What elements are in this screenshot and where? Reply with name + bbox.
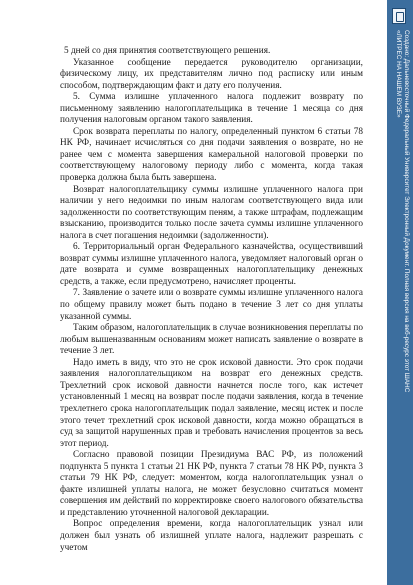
- paragraph: 5. Сумма излишне уплаченного налога подлежит возврату по письменному заявлению налогоплательщика в течение 1 месяца со дня получения налоговым органом такого заявления.: [60, 92, 363, 126]
- paragraph: 6. Территориальный орган Федерального казначейства, осуществивший возврат суммы излишне уплаченного налога, уведомляет налоговый орган о дате возврата и сумме возвращенных налогоплательщику денежных средств, а также, если предусмотрено, начисляет проценты.: [60, 242, 363, 287]
- paragraph: Указанное сообщение передается руководителю организации, физическому лицу, их представителям лично под расписку или иным способом, подтверждающим факт и дату его получения.: [60, 57, 363, 91]
- sidebar-text-line: «ЛИТРЕС НА НАШЕМ ВУЗЕ»: [395, 30, 402, 118]
- sidebar-watermark-text: [390, 30, 410, 575]
- paragraph: Надо иметь в виду, что это не срок исковой давности. Это срок подачи заявления налогоплательщиком на возврат его денежных средств. Трехлетний срок исковой давности начнется после того, как истечет установленный 1 месяц на возврат после подачи заявления, когда в течение трехлетнего срока налогоплательщик подал заявление, месяц истек и после этого течет трехлетний срок исковой давности, когда можно обращаться в суд за защитой нарушенных прав и требовать начисления процентов за весь этот период.: [60, 357, 363, 449]
- paragraph: 7. Заявление о зачете или о возврате суммы излишне уплаченного налога по общему правилу может быть подано в течение 3 лет со дня уплаты указанной суммы.: [60, 288, 363, 322]
- paragraph: Возврат налогоплательщику суммы излишне уплаченного налога при наличии у него недоимки по иным налогам соответствующего вида или задолженности по соответствующим пеням, а также штрафам, подлежащим взысканию, производится только после зачета суммы излишне уплаченного налога в счет погашения недоимки (задолженности).: [60, 184, 363, 241]
- document-logo-icon: [392, 8, 406, 24]
- paragraph: Срок возврата переплаты по налогу, определенный пунктом 6 статьи 78 НК РФ, начинает исчисляться со дня подачи заявления о возврате, но не ранее чем с момента завершения камеральной налоговой проверки по соответствующему налоговому периоду либо с момента, когда такая проверка должна была быть завершена.: [60, 126, 363, 184]
- paragraph: Согласно правовой позиции Президиума ВАС РФ, из положений подпункта 5 пункта 1 статьи 21 НК РФ, пункта 7 статьи 78 НК РФ, пункта 3 статьи 79 НК РФ, следует: моментом, когда налогоплательщик узнал о факте излишней уплаты налога, не может безусловно считаться момент совершения им действий по корректировке своего налогового обязательства и представлению уточненной налоговой декларации.: [60, 450, 363, 518]
- document-body: [60, 46, 363, 554]
- paragraph: Вопрос определения времени, когда налогоплательщик узнал или должен был узнать об излишней уплате налога, надлежит разрешать с учетом: [60, 519, 363, 553]
- paragraph: 5 дней со дня принятия соответствующего решения.: [64, 46, 271, 56]
- paragraph: Таким образом, налогоплательщик в случае возникновения переплаты по любым вышеназванным основаниям может написать заявление о возврате в течение 3 лет.: [60, 323, 363, 357]
- sidebar-text-line: Создано: Дальневосточный Федеральный Университет Электронный Документ. Полная версия на веб-ресурс этот ШАНС: [403, 30, 410, 393]
